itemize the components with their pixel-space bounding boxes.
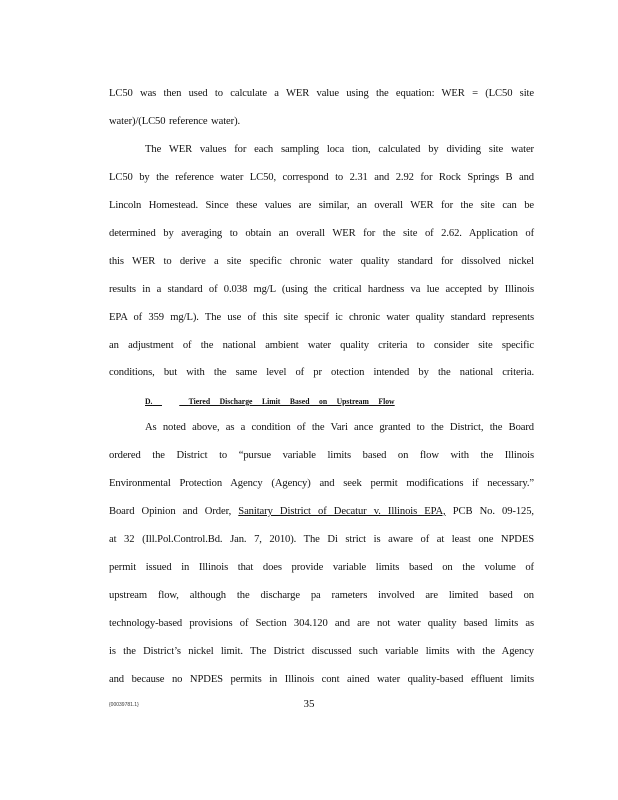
- citation-text: PCB No. 09-125,: [452, 506, 534, 517]
- section-title: Tiered Discharge Limit Based on Upstream Flow: [188, 397, 395, 406]
- text-line: is the District’s nickel limit. The District discussed such variable limits with the Agency: [109, 646, 534, 657]
- text-line: upstream flow, although the discharge pa rameters involved are limited based on: [109, 590, 534, 601]
- text-line: at 32 (Ill.Pol.Control.Bd. Jan. 7, 2010). The Di strict is aware of at least one NPDES: [109, 534, 534, 545]
- text-line: Environmental Protection Agency (Agency) and seek permit modifications if necessary.”: [109, 478, 534, 489]
- text-line: this WER to derive a site specific chronic water quality standard for dissolved nickel: [109, 256, 534, 267]
- text-line: an adjustment of the national ambient water quality criteria to consider site specific: [109, 340, 534, 351]
- text-line: [109, 505, 534, 519]
- document-id: {00039781.1}: [109, 702, 139, 708]
- text-line: The WER values for each sampling loca tion, calculated by dividing site water: [145, 144, 534, 155]
- text-line: results in a standard of 0.038 mg/L (using the critical hardness va lue accepted by Illinois: [109, 284, 534, 295]
- text-line: LC50 was then used to calculate a WER value using the equation: WER = (LC50 site: [109, 88, 534, 99]
- text-line: As noted above, as a condition of the Vari ance granted to the District, the Board: [145, 422, 534, 433]
- text-line: LC50 by the reference water LC50, correspond to 2.31 and 2.92 for Rock Springs B and: [109, 172, 534, 183]
- text-line: water)/(LC50 reference water).: [109, 116, 241, 127]
- text-line: Lincoln Homestead. Since these values are similar, an overall WER for the site can be: [109, 200, 534, 211]
- page-number: 35: [303, 698, 315, 710]
- text-line: conditions, but with the same level of pr otection intended by the national criteria.: [109, 367, 534, 378]
- case-name: Sanitary District of Decatur v. Illinois EPA,: [238, 506, 446, 517]
- section-heading: [145, 396, 395, 408]
- text-line: technology-based provisions of Section 304.120 and are not water quality based limits as: [109, 618, 534, 629]
- section-letter: D.: [145, 397, 153, 406]
- text-line: determined by averaging to obtain an overall WER for the site of 2.62. Application of: [109, 228, 534, 239]
- text-line: EPA of 359 mg/L). The use of this site specif ic chronic water quality standard represents: [109, 312, 534, 323]
- text-line: permit issued in Illinois that does provide variable limits based on the volume of: [109, 562, 534, 573]
- citation-text: Board Opinion and Order,: [109, 506, 232, 517]
- text-line: and because no NPDES permits in Illinois cont ained water quality-based effluent limits: [109, 674, 534, 685]
- text-line: ordered the District to “pursue variable limits based on flow with the Illinois: [109, 450, 534, 461]
